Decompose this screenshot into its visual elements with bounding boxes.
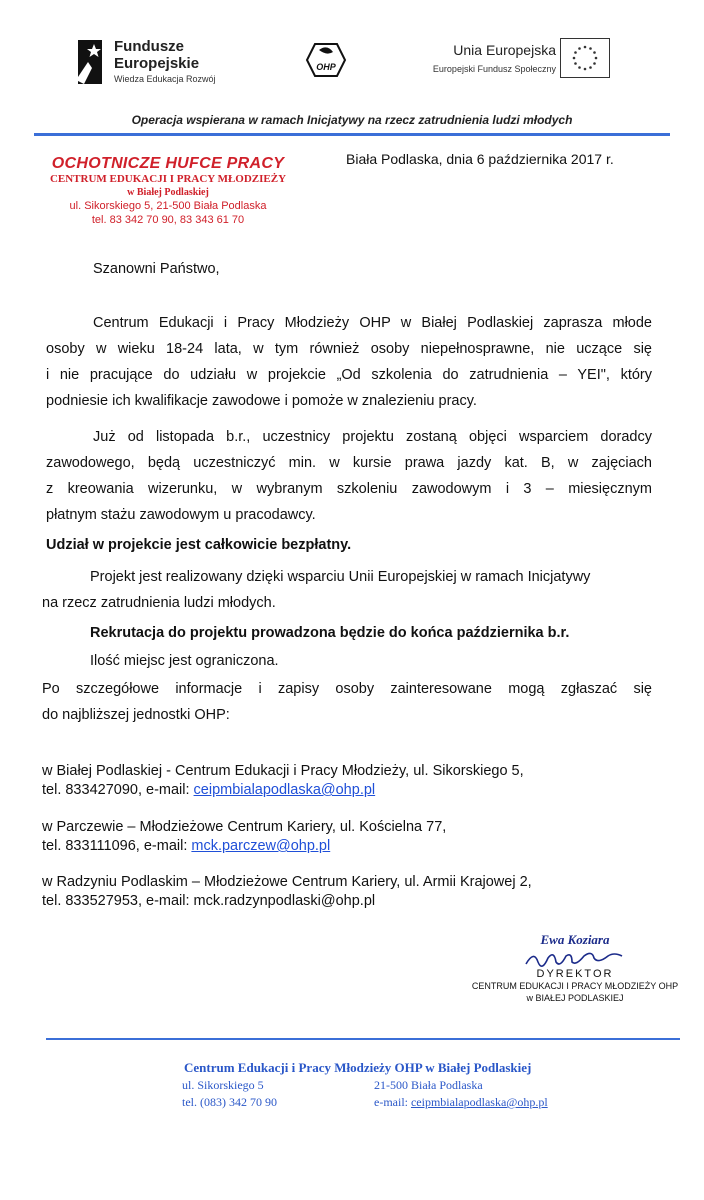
- limited-places: Ilość miejsc jest ograniczona.: [90, 653, 279, 669]
- eu-star: [593, 62, 596, 65]
- fe-title: Fundusze Europejskie: [114, 38, 200, 72]
- eu-star: [574, 51, 577, 54]
- eu-star: [584, 46, 587, 49]
- address-line: w Radzyniu Podlaskim – Młodzieżowe Centrum Kariery, ul. Armii Krajowej 2,: [42, 874, 532, 890]
- address-line: w Parczewie – Młodzieżowe Centrum Kariery, ul. Kościelna 77,: [42, 819, 447, 835]
- eu-star: [573, 57, 576, 60]
- address-tel: tel. 833527953, e-mail:: [42, 893, 194, 909]
- sender-line2: w Białej Podlaskiej: [127, 187, 209, 198]
- p1-line1: Centrum Edukacji i Pracy Młodzieży OHP w Białej Podlaskiej zaprasza młode: [93, 315, 652, 331]
- free-participation: Udział w projekcie jest całkowicie bezpłatny.: [46, 537, 352, 553]
- p4-line1: Po szczegółowe informacje i zapisy osoby zainteresowane mogą zgłaszać się: [42, 681, 652, 697]
- sender-phone: tel. 83 342 70 90, 83 343 61 70: [91, 214, 245, 226]
- address-line: w Białej Podlaskiej - Centrum Edukacji i Pracy Młodzieży, ul. Sikorskiego 5,: [42, 763, 524, 779]
- email-link[interactable]: ceipmbialapodlaska@ohp.pl: [193, 782, 376, 798]
- eu-star: [589, 66, 592, 69]
- p2-line3: z kreowania wizerunku, w wybranym szkoleniu zawodowym i 3 – miesięcznym: [46, 481, 652, 497]
- handwritten-signature: [520, 948, 630, 970]
- footer-email-label: e-mail:: [374, 1095, 411, 1109]
- p2-line4: płatnym stażu zawodowym u pracodawcy.: [46, 507, 316, 523]
- footer-city: 21-500 Biała Podlaska: [374, 1078, 483, 1092]
- sender-block: [48, 155, 288, 227]
- signature-block: [460, 932, 690, 1004]
- p1-line3: i nie pracujące do udziału w projekcie „Od szkolenia do zatrudnienia – YEI", który: [46, 367, 652, 383]
- address-contact: [42, 837, 446, 856]
- footer-title: Centrum Edukacji i Pracy Młodzieży OHP w Białej Podlaskiej: [184, 1060, 532, 1075]
- signatory-name: Ewa Koziara: [540, 932, 610, 947]
- ohp-logo-icon: [303, 40, 349, 80]
- signatory-title: DYREKTOR: [536, 968, 614, 980]
- signatory-org: CENTRUM EDUKACJI I PRACY MŁODZIEŻY OHP w BIAŁEJ PODLASKIEJ: [471, 981, 679, 1003]
- eu-star: [578, 47, 581, 50]
- eu-flag-icon: [560, 38, 610, 78]
- sender-address: ul. Sikorskiego 5, 21-500 Biała Podlaska: [69, 200, 267, 212]
- p2-line1: Już od listopada b.r., uczestnicy projektu zostaną objęci wsparciem doradcy: [93, 429, 652, 445]
- letter-date: Biała Podlaska, dnia 6 października 2017 r.: [346, 151, 614, 167]
- fe-star-icon: [72, 36, 106, 88]
- sender-line1: CENTRUM EDUKACJI I PRACY MŁODZIEŻY: [49, 173, 287, 185]
- eu-star: [574, 62, 577, 65]
- p2-line2: zawodowego, będą uczestniczyć min. w kursie prawa jazdy kat. B, w zajęciach: [46, 455, 652, 471]
- fe-subtitle: Wiedza Edukacja Rozwój: [114, 74, 216, 84]
- eu-star: [595, 57, 598, 60]
- eu-star: [589, 47, 592, 50]
- p1-line2: osoby w wieku 18-24 lata, w tym również osoby niepełnosprawne, nie uczące się: [46, 341, 652, 357]
- email-text: mck.radzynpodlaski@ohp.pl: [193, 893, 376, 909]
- footer-email-link[interactable]: ceipmbialapodlaska@ohp.pl: [410, 1095, 548, 1109]
- sender-org: OCHOTNICZE HUFCE PRACY: [51, 155, 285, 172]
- ue-title: Unia Europejska: [453, 42, 556, 58]
- eu-star: [593, 51, 596, 54]
- email-link[interactable]: mck.parczew@ohp.pl: [191, 838, 331, 854]
- p4-line2: do najbliższej jednostki OHP:: [42, 707, 230, 723]
- address-tel: tel. 833111096, e-mail:: [42, 838, 192, 854]
- unia-europejska-logo: [420, 36, 640, 86]
- operation-note: Operacja wspierana w ramach Inicjatywy na rzecz zatrudnienia ludzi młodych: [131, 113, 573, 127]
- ohp-logo: [303, 40, 349, 80]
- address-contact: [42, 781, 524, 800]
- address-radzyn: [42, 873, 532, 911]
- p1-line4: podniesie ich kwalifikacje zawodowe i pomoże w znalezieniu pracy.: [46, 393, 477, 409]
- footer-street: ul. Sikorskiego 5: [182, 1078, 264, 1092]
- p3-line1: Projekt jest realizowany dzięki wsparciu Unii Europejskiej w ramach Inicjatywy: [90, 569, 591, 585]
- ohp-logo-text: OHP: [316, 62, 336, 72]
- fundusze-europejskie-logo: [72, 34, 262, 90]
- footer-rule: [46, 1038, 680, 1040]
- recruitment-note: Rekrutacja do projektu prowadzona będzie do końca października b.r.: [90, 625, 570, 641]
- p3-line2: na rzecz zatrudnienia ludzi młodych.: [42, 595, 276, 611]
- address-contact: [42, 892, 532, 911]
- salutation: Szanowni Państwo,: [93, 261, 220, 277]
- address-biala-podlaska: [42, 762, 524, 800]
- address-parczew: [42, 818, 446, 856]
- footer-email: [374, 1095, 548, 1110]
- logo-bar: [0, 30, 704, 90]
- eu-star: [584, 68, 587, 71]
- header-rule: [34, 133, 670, 136]
- address-tel: tel. 833427090, e-mail:: [42, 782, 194, 798]
- footer-phone: tel. (083) 342 70 90: [182, 1095, 277, 1109]
- eu-star: [578, 66, 581, 69]
- ue-subtitle: Europejski Fundusz Społeczny: [432, 64, 556, 74]
